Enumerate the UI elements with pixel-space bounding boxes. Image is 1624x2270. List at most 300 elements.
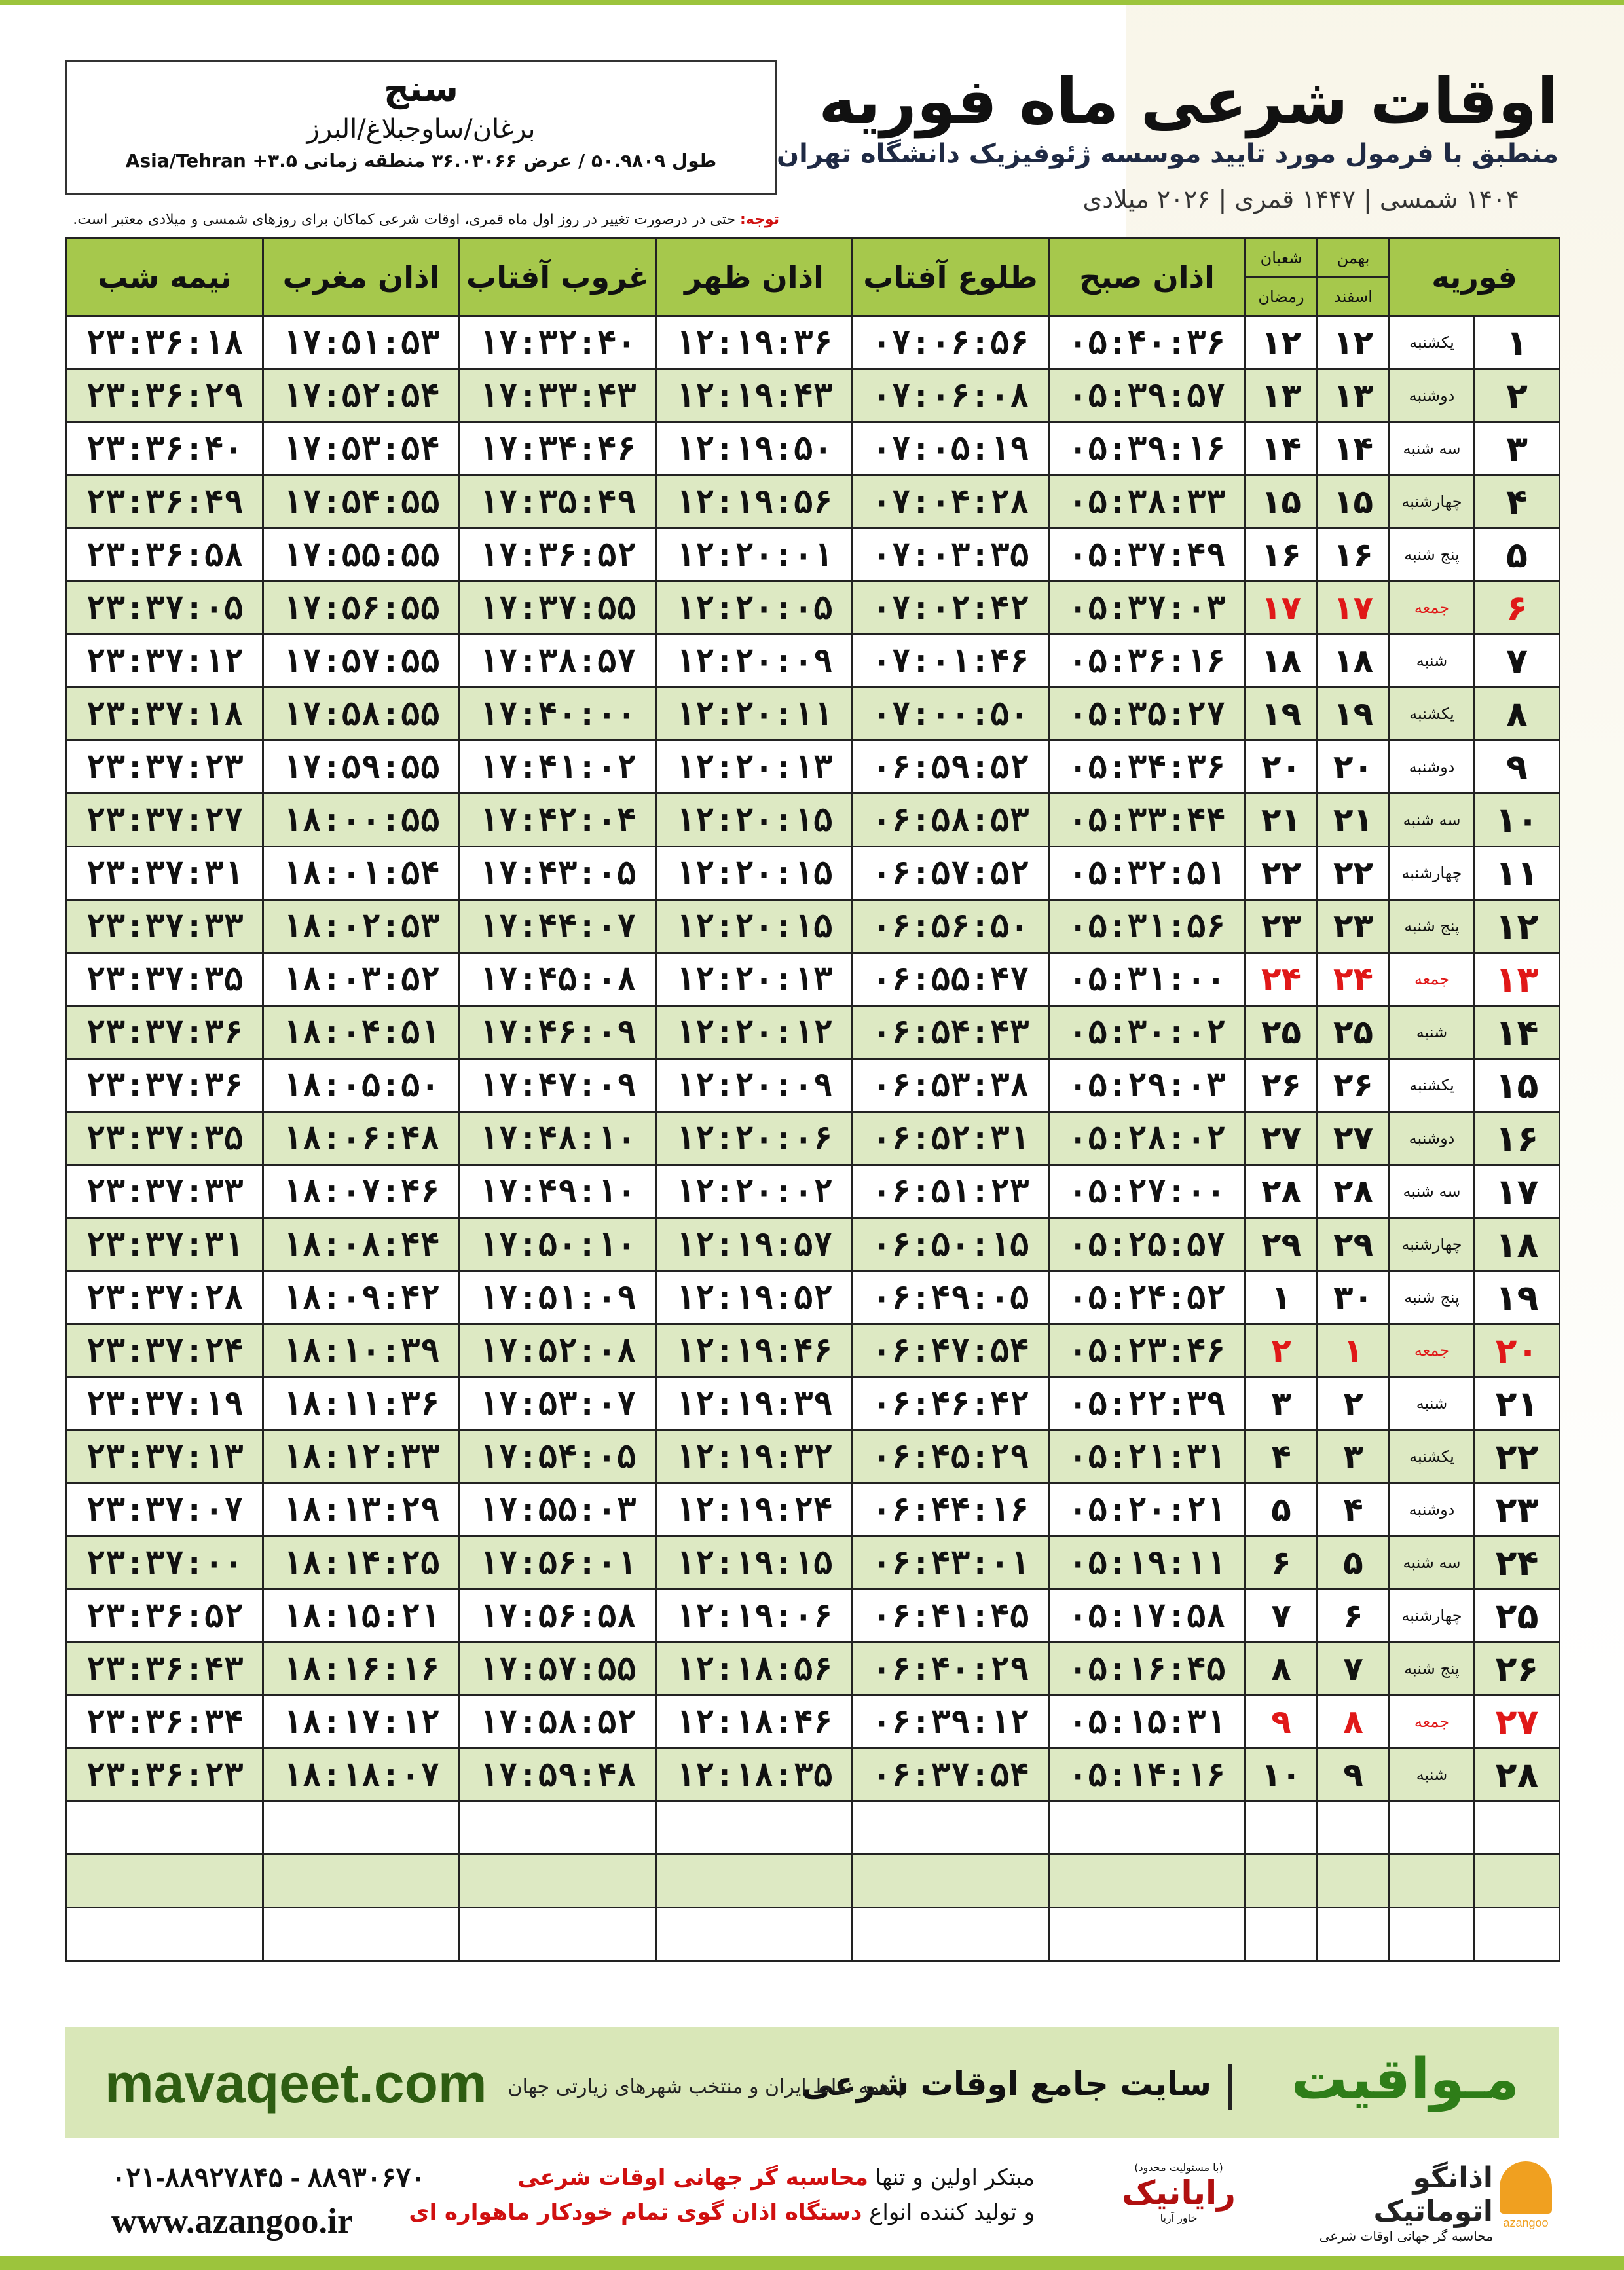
qamari-day: ۲۲	[1246, 847, 1318, 900]
qamari-day: ۲۱	[1246, 794, 1318, 847]
qamari-day: ۱۳	[1246, 369, 1318, 422]
coordinates: طول ۵۰.۹۸۰۹ / عرض ۳۶.۰۳۰۶۶ منطقه زمانی ۳.۵+ Asia/Tehran	[125, 150, 717, 172]
day-number: ۱	[1475, 316, 1560, 369]
table-row	[67, 1218, 1560, 1271]
qamari-day: ۸	[1246, 1643, 1318, 1696]
weekday: جمعه	[1390, 953, 1475, 1006]
dhuhr-time: ۱۲:۱۹:۵۰	[656, 422, 853, 475]
sunrise-time: ۰۷:۰۴:۲۸	[853, 475, 1049, 529]
day-number: ۸	[1475, 688, 1560, 741]
dhuhr-time: ۱۲:۱۹:۴۳	[656, 369, 853, 422]
shamsi-day: ۳۰	[1318, 1271, 1390, 1324]
shamsi-day: ۲۱	[1318, 794, 1390, 847]
fajr-time: ۰۵:۳۱:۰۰	[1049, 953, 1246, 1006]
maghrib-time: ۱۸:۱۸:۰۷	[263, 1749, 460, 1802]
fajr-time: ۰۵:۳۹:۱۶	[1049, 422, 1246, 475]
qamari-day: ۹	[1246, 1696, 1318, 1749]
day-number: ۲	[1475, 369, 1560, 422]
dhuhr-time: ۱۲:۱۸:۴۶	[656, 1696, 853, 1749]
fajr-time: ۰۵:۲۲:۳۹	[1049, 1377, 1246, 1430]
banner-separator: |	[1222, 2056, 1238, 2110]
table-row	[67, 422, 1560, 475]
empty-cell	[1049, 1908, 1246, 1961]
fajr-time: ۰۵:۱۶:۴۵	[1049, 1643, 1246, 1696]
day-number: ۱۱	[1475, 847, 1560, 900]
shamsi-day: ۷	[1318, 1643, 1390, 1696]
header-fajr: اذان صبح	[1049, 238, 1246, 316]
maghrib-time: ۱۸:۱۰:۳۹	[263, 1324, 460, 1377]
sunrise-time: ۰۶:۳۹:۱۲	[853, 1696, 1049, 1749]
shamsi-day: ۱۴	[1318, 422, 1390, 475]
sunset-time: ۱۷:۵۳:۰۷	[460, 1377, 656, 1430]
azangoo-logo	[1283, 2161, 1559, 2244]
region-name: برغان/ساوجبلاغ/البرز	[306, 114, 536, 144]
weekday: شنبه	[1390, 1749, 1475, 1802]
table-row	[67, 1112, 1560, 1165]
midnight-time: ۲۳:۳۷:۲۳	[67, 741, 263, 794]
qamari-day: ۱۹	[1246, 688, 1318, 741]
midnight-time: ۲۳:۳۷:۱۳	[67, 1430, 263, 1483]
maghrib-time: ۱۸:۰۴:۵۱	[263, 1006, 460, 1059]
weekday: چهارشنبه	[1390, 1590, 1475, 1643]
sunset-time: ۱۷:۴۷:۰۹	[460, 1059, 656, 1112]
header-shamsi-bottom: اسفند	[1334, 287, 1373, 306]
maghrib-time: ۱۸:۰۲:۵۳	[263, 900, 460, 953]
maghrib-time: ۱۷:۵۴:۵۵	[263, 475, 460, 529]
midnight-time: ۲۳:۳۷:۳۱	[67, 1218, 263, 1271]
header-sunset: غروب آفتاب	[460, 238, 656, 316]
fajr-time: ۰۵:۳۷:۰۳	[1049, 582, 1246, 635]
dhuhr-time: ۱۲:۱۹:۳۹	[656, 1377, 853, 1430]
sunset-time: ۱۷:۳۴:۴۶	[460, 422, 656, 475]
header-month: فوریه	[1390, 238, 1560, 316]
shamsi-day: ۲۸	[1318, 1165, 1390, 1218]
weekday: پنج شنبه	[1390, 900, 1475, 953]
sunset-time: ۱۷:۵۱:۰۹	[460, 1271, 656, 1324]
sunset-time: ۱۷:۳۲:۴۰	[460, 316, 656, 369]
fajr-time: ۰۵:۲۰:۲۱	[1049, 1483, 1246, 1536]
maghrib-time: ۱۸:۰۱:۵۴	[263, 847, 460, 900]
note-label: توجه:	[739, 212, 779, 228]
sunset-time: ۱۷:۵۶:۰۱	[460, 1536, 656, 1590]
maghrib-time: ۱۷:۵۵:۵۵	[263, 529, 460, 582]
qamari-day: ۲۴	[1246, 953, 1318, 1006]
qamari-day: ۵	[1246, 1483, 1318, 1536]
sunrise-time: ۰۷:۰۲:۴۲	[853, 582, 1049, 635]
qamari-day: ۲۵	[1246, 1006, 1318, 1059]
brand-name: مـواقیت	[1291, 2047, 1519, 2112]
day-number: ۱۴	[1475, 1006, 1560, 1059]
shamsi-day: ۸	[1318, 1696, 1390, 1749]
shamsi-day: ۲۴	[1318, 953, 1390, 1006]
empty-cell	[1475, 1802, 1560, 1855]
day-number: ۴	[1475, 475, 1560, 529]
empty-cell	[460, 1908, 656, 1961]
note	[65, 212, 779, 228]
midnight-time: ۲۳:۳۶:۵۸	[67, 529, 263, 582]
table-row	[67, 1590, 1560, 1643]
shamsi-day: ۱۲	[1318, 316, 1390, 369]
sunrise-time: ۰۷:۰۶:۵۶	[853, 316, 1049, 369]
dhuhr-time: ۱۲:۲۰:۱۵	[656, 794, 853, 847]
empty-cell	[460, 1855, 656, 1908]
weekday: شنبه	[1390, 1006, 1475, 1059]
day-number: ۱۵	[1475, 1059, 1560, 1112]
sunrise-time: ۰۶:۵۱:۲۳	[853, 1165, 1049, 1218]
fajr-time: ۰۵:۳۷:۴۹	[1049, 529, 1246, 582]
day-number: ۲۱	[1475, 1377, 1560, 1430]
weekday: یکشنبه	[1390, 316, 1475, 369]
table-row	[67, 688, 1560, 741]
table-row	[67, 1483, 1560, 1536]
table-row	[67, 847, 1560, 900]
promo-line-2	[380, 2199, 1035, 2225]
table-row	[67, 369, 1560, 422]
header-dhuhr: اذان ظهر	[656, 238, 853, 316]
sunrise-time: ۰۶:۵۶:۵۰	[853, 900, 1049, 953]
table-row	[67, 1324, 1560, 1377]
qamari-day: ۳	[1246, 1377, 1318, 1430]
azangoo-name: اذانگو اتوماتیک	[1373, 2161, 1493, 2228]
header-shamsi-top: بهمن	[1318, 239, 1388, 278]
empty-cell	[263, 1855, 460, 1908]
shamsi-day: ۳	[1318, 1430, 1390, 1483]
qamari-day: ۱۴	[1246, 422, 1318, 475]
sunset-time: ۱۷:۳۵:۴۹	[460, 475, 656, 529]
empty-cell	[1246, 1802, 1318, 1855]
empty-cell	[656, 1855, 853, 1908]
fajr-time: ۰۵:۲۹:۰۳	[1049, 1059, 1246, 1112]
sunrise-time: ۰۶:۴۶:۴۲	[853, 1377, 1049, 1430]
top-stripe	[0, 0, 1624, 5]
weekday: پنج شنبه	[1390, 1643, 1475, 1696]
header-midnight: نیمه شب	[67, 238, 263, 316]
table-row	[67, 635, 1560, 688]
header-qamari-top: شعبان	[1246, 239, 1316, 278]
fajr-time: ۰۵:۳۰:۰۲	[1049, 1006, 1246, 1059]
city-name: سنج	[383, 68, 459, 109]
rayanik-sub: خاور آریا	[1160, 2212, 1198, 2224]
header-qamari	[1246, 238, 1318, 316]
sunset-time: ۱۷:۴۳:۰۵	[460, 847, 656, 900]
midnight-time: ۲۳:۳۶:۳۴	[67, 1696, 263, 1749]
qamari-day: ۲۶	[1246, 1059, 1318, 1112]
empty-cell	[1390, 1855, 1475, 1908]
day-number: ۶	[1475, 582, 1560, 635]
midnight-time: ۲۳:۳۶:۴۰	[67, 422, 263, 475]
maghrib-time: ۱۸:۰۶:۴۸	[263, 1112, 460, 1165]
weekday: چهارشنبه	[1390, 847, 1475, 900]
fajr-time: ۰۵:۲۱:۳۱	[1049, 1430, 1246, 1483]
empty-cell	[1049, 1855, 1246, 1908]
shamsi-day: ۲۲	[1318, 847, 1390, 900]
midnight-time: ۲۳:۳۷:۱۸	[67, 688, 263, 741]
fajr-time: ۰۵:۳۴:۳۶	[1049, 741, 1246, 794]
sunrise-time: ۰۶:۵۸:۵۳	[853, 794, 1049, 847]
maghrib-time: ۱۷:۵۱:۵۳	[263, 316, 460, 369]
fajr-time: ۰۵:۲۸:۰۲	[1049, 1112, 1246, 1165]
dhuhr-time: ۱۲:۱۸:۵۶	[656, 1643, 853, 1696]
day-number: ۱۹	[1475, 1271, 1560, 1324]
shamsi-day: ۱۶	[1318, 529, 1390, 582]
sunset-time: ۱۷:۴۹:۱۰	[460, 1165, 656, 1218]
sunset-time: ۱۷:۳۶:۵۲	[460, 529, 656, 582]
shamsi-day: ۱۷	[1318, 582, 1390, 635]
maghrib-time: ۱۷:۵۹:۵۵	[263, 741, 460, 794]
empty-cell	[1390, 1908, 1475, 1961]
maghrib-time: ۱۸:۰۳:۵۲	[263, 953, 460, 1006]
sunrise-time: ۰۷:۰۳:۳۵	[853, 529, 1049, 582]
midnight-time: ۲۳:۳۷:۲۴	[67, 1324, 263, 1377]
shamsi-day: ۱۳	[1318, 369, 1390, 422]
table-row	[67, 1165, 1560, 1218]
maghrib-time: ۱۸:۰۵:۵۰	[263, 1059, 460, 1112]
promo2-highlight: دستگاه اذان گوی تمام خودکار ماهواره ای	[409, 2199, 862, 2225]
location-box	[65, 60, 777, 195]
qamari-day: ۶	[1246, 1536, 1318, 1590]
fajr-time: ۰۵:۳۹:۵۷	[1049, 369, 1246, 422]
maghrib-time: ۱۷:۵۶:۵۵	[263, 582, 460, 635]
day-number: ۲۷	[1475, 1696, 1560, 1749]
sunset-time: ۱۷:۴۶:۰۹	[460, 1006, 656, 1059]
fajr-time: ۰۵:۱۴:۱۶	[1049, 1749, 1246, 1802]
dhuhr-time: ۱۲:۲۰:۰۵	[656, 582, 853, 635]
dhuhr-time: ۱۲:۲۰:۱۲	[656, 1006, 853, 1059]
day-number: ۱۲	[1475, 900, 1560, 953]
weekday: پنج شنبه	[1390, 529, 1475, 582]
fajr-time: ۰۵:۲۷:۰۰	[1049, 1165, 1246, 1218]
shamsi-day: ۹	[1318, 1749, 1390, 1802]
dhuhr-time: ۱۲:۱۹:۵۲	[656, 1271, 853, 1324]
midnight-time: ۲۳:۳۶:۵۲	[67, 1590, 263, 1643]
azangoo-link[interactable]: www.azangoo.ir	[111, 2201, 353, 2241]
shamsi-day: ۲۹	[1318, 1218, 1390, 1271]
azangoo-sub: محاسبه گر جهانی اوقات شرعی	[1319, 2228, 1493, 2244]
day-number: ۲۵	[1475, 1590, 1560, 1643]
empty-cell	[67, 1855, 263, 1908]
sunset-time: ۱۷:۳۷:۵۵	[460, 582, 656, 635]
day-number: ۵	[1475, 529, 1560, 582]
sunrise-time: ۰۷:۰۵:۱۹	[853, 422, 1049, 475]
mavaqeet-banner	[65, 2027, 1559, 2138]
weekday: یکشنبه	[1390, 1430, 1475, 1483]
empty-cell	[853, 1802, 1049, 1855]
dhuhr-time: ۱۲:۱۹:۲۴	[656, 1483, 853, 1536]
bottom-stripe	[0, 2256, 1624, 2270]
empty-cell	[1246, 1908, 1318, 1961]
fajr-time: ۰۵:۴۰:۳۶	[1049, 316, 1246, 369]
promo1-highlight: محاسبه گر جهانی اوقات شرعی	[517, 2165, 868, 2191]
midnight-time: ۲۳:۳۷:۳۵	[67, 953, 263, 1006]
dhuhr-time: ۱۲:۲۰:۱۱	[656, 688, 853, 741]
dhuhr-time: ۱۲:۲۰:۱۵	[656, 847, 853, 900]
midnight-time: ۲۳:۳۶:۴۹	[67, 475, 263, 529]
sunrise-time: ۰۶:۵۰:۱۵	[853, 1218, 1049, 1271]
day-number: ۱۰	[1475, 794, 1560, 847]
maghrib-time: ۱۷:۵۲:۵۴	[263, 369, 460, 422]
table-row	[67, 1377, 1560, 1430]
sunrise-time: ۰۶:۵۴:۴۳	[853, 1006, 1049, 1059]
maghrib-time: ۱۷:۵۳:۵۴	[263, 422, 460, 475]
weekday: شنبه	[1390, 635, 1475, 688]
sunset-time: ۱۷:۵۴:۰۵	[460, 1430, 656, 1483]
qamari-day: ۲۹	[1246, 1218, 1318, 1271]
azangoo-mark-text: azangoo	[1503, 2216, 1549, 2229]
table-row	[67, 475, 1560, 529]
dhuhr-time: ۱۲:۲۰:۱۳	[656, 741, 853, 794]
dhuhr-time: ۱۲:۱۹:۵۶	[656, 475, 853, 529]
sunset-time: ۱۷:۵۰:۱۰	[460, 1218, 656, 1271]
day-number: ۲۸	[1475, 1749, 1560, 1802]
shamsi-day: ۱۹	[1318, 688, 1390, 741]
dhuhr-time: ۱۲:۱۹:۵۷	[656, 1218, 853, 1271]
qamari-day: ۱۶	[1246, 529, 1318, 582]
shamsi-day: ۲	[1318, 1377, 1390, 1430]
sunrise-time: ۰۶:۵۷:۵۲	[853, 847, 1049, 900]
table-row	[67, 1430, 1560, 1483]
empty-cell	[1246, 1855, 1318, 1908]
qamari-day: ۱۷	[1246, 582, 1318, 635]
fajr-time: ۰۵:۳۸:۳۳	[1049, 475, 1246, 529]
shamsi-day: ۱۵	[1318, 475, 1390, 529]
day-number: ۲۲	[1475, 1430, 1560, 1483]
banner-tagline-secondary: | همه نقاط ایران و منتخب شهرهای زیارتی جهان	[507, 2075, 904, 2098]
sunrise-time: ۰۶:۵۵:۴۷	[853, 953, 1049, 1006]
dhuhr-time: ۱۲:۱۹:۳۶	[656, 316, 853, 369]
dhuhr-time: ۱۲:۲۰:۱۳	[656, 953, 853, 1006]
empty-row	[67, 1908, 1560, 1961]
weekday: دوشنبه	[1390, 1112, 1475, 1165]
table-row	[67, 1536, 1560, 1590]
sunset-time: ۱۷:۴۲:۰۴	[460, 794, 656, 847]
fajr-time: ۰۵:۱۷:۵۸	[1049, 1590, 1246, 1643]
rayanik-small: (با مسئولیت محدود)	[1134, 2161, 1223, 2174]
dhuhr-time: ۱۲:۲۰:۰۹	[656, 635, 853, 688]
dhuhr-time: ۱۲:۲۰:۱۵	[656, 900, 853, 953]
shamsi-day: ۱۸	[1318, 635, 1390, 688]
phone-numbers: ۰۲۱-۸۸۹۲۷۸۴۵ - ۸۸۹۳۰۶۷۰	[111, 2162, 426, 2193]
day-number: ۷	[1475, 635, 1560, 688]
qamari-day: ۲۷	[1246, 1112, 1318, 1165]
table-row	[67, 953, 1560, 1006]
table-row	[67, 582, 1560, 635]
midnight-time: ۲۳:۳۷:۱۲	[67, 635, 263, 688]
empty-cell	[67, 1908, 263, 1961]
maghrib-time: ۱۸:۱۲:۳۳	[263, 1430, 460, 1483]
qamari-day: ۷	[1246, 1590, 1318, 1643]
maghrib-time: ۱۸:۰۸:۴۴	[263, 1218, 460, 1271]
midnight-time: ۲۳:۳۷:۰۰	[67, 1536, 263, 1590]
dhuhr-time: ۱۲:۲۰:۰۲	[656, 1165, 853, 1218]
table-row	[67, 1696, 1560, 1749]
weekday: جمعه	[1390, 582, 1475, 635]
dhuhr-time: ۱۲:۲۰:۰۶	[656, 1112, 853, 1165]
midnight-time: ۲۳:۳۶:۴۳	[67, 1643, 263, 1696]
table-row	[67, 1006, 1560, 1059]
sunrise-time: ۰۶:۴۰:۲۹	[853, 1643, 1049, 1696]
sunset-time: ۱۷:۴۴:۰۷	[460, 900, 656, 953]
day-number: ۲۳	[1475, 1483, 1560, 1536]
qamari-day: ۱۰	[1246, 1749, 1318, 1802]
prayer-times-table	[65, 237, 1560, 1962]
dhuhr-time: ۱۲:۱۹:۳۲	[656, 1430, 853, 1483]
table-row	[67, 316, 1560, 369]
empty-cell	[1049, 1802, 1246, 1855]
weekday: یکشنبه	[1390, 1059, 1475, 1112]
day-number: ۹	[1475, 741, 1560, 794]
fajr-time: ۰۵:۳۶:۱۶	[1049, 635, 1246, 688]
promo1-prefix: مبتکر اولین و تنها	[868, 2165, 1035, 2191]
day-number: ۱۶	[1475, 1112, 1560, 1165]
header-maghrib: اذان مغرب	[263, 238, 460, 316]
table-row	[67, 1749, 1560, 1802]
empty-cell	[1318, 1802, 1390, 1855]
sunrise-time: ۰۶:۴۴:۱۶	[853, 1483, 1049, 1536]
fajr-time: ۰۵:۲۳:۴۶	[1049, 1324, 1246, 1377]
empty-cell	[263, 1908, 460, 1961]
qamari-day: ۲۳	[1246, 900, 1318, 953]
shamsi-day: ۲۷	[1318, 1112, 1390, 1165]
table-body	[67, 316, 1560, 1961]
weekday: یکشنبه	[1390, 688, 1475, 741]
shamsi-day: ۶	[1318, 1590, 1390, 1643]
mavaqeet-link[interactable]: mavaqeet.com	[105, 2053, 487, 2114]
rayanik-name: رایانیک	[1122, 2174, 1236, 2212]
sunset-time: ۱۷:۵۲:۰۸	[460, 1324, 656, 1377]
table-row	[67, 1059, 1560, 1112]
date-line: ۱۴۰۴ شمسی | ۱۴۴۷ قمری | ۲۰۲۶ میلادی	[1082, 185, 1519, 214]
midnight-time: ۲۳:۳۷:۳۳	[67, 1165, 263, 1218]
shamsi-day: ۲۵	[1318, 1006, 1390, 1059]
sunrise-time: ۰۶:۴۷:۵۴	[853, 1324, 1049, 1377]
maghrib-time: ۱۸:۱۶:۱۶	[263, 1643, 460, 1696]
banner-tagline: سایت جامع اوقات شرعی	[801, 2065, 1211, 2103]
midnight-time: ۲۳:۳۶:۲۹	[67, 369, 263, 422]
sunrise-time: ۰۶:۴۳:۰۱	[853, 1536, 1049, 1590]
fajr-time: ۰۵:۲۴:۵۲	[1049, 1271, 1246, 1324]
sunrise-time: ۰۶:۴۹:۰۵	[853, 1271, 1049, 1324]
empty-cell	[853, 1908, 1049, 1961]
midnight-time: ۲۳:۳۷:۳۶	[67, 1059, 263, 1112]
midnight-time: ۲۳:۳۷:۳۶	[67, 1006, 263, 1059]
fajr-time: ۰۵:۱۵:۳۱	[1049, 1696, 1246, 1749]
shamsi-day: ۵	[1318, 1536, 1390, 1590]
sunrise-time: ۰۶:۵۹:۵۲	[853, 741, 1049, 794]
weekday: دوشنبه	[1390, 1483, 1475, 1536]
sunset-time: ۱۷:۵۵:۰۳	[460, 1483, 656, 1536]
dhuhr-time: ۱۲:۱۹:۰۶	[656, 1590, 853, 1643]
weekday: سه شنبه	[1390, 794, 1475, 847]
dhuhr-time: ۱۲:۲۰:۰۹	[656, 1059, 853, 1112]
day-number: ۲۰	[1475, 1324, 1560, 1377]
note-text: حتی در درصورت تغییر در روز اول ماه قمری، اوقات شرعی کماکان برای روزهای شمسی و میلادی معتبر است.	[73, 212, 735, 228]
empty-cell	[460, 1802, 656, 1855]
sunset-time: ۱۷:۴۱:۰۲	[460, 741, 656, 794]
table-row	[67, 794, 1560, 847]
midnight-time: ۲۳:۳۶:۱۸	[67, 316, 263, 369]
day-number: ۲۶	[1475, 1643, 1560, 1696]
empty-cell	[656, 1802, 853, 1855]
maghrib-time: ۱۷:۵۸:۵۵	[263, 688, 460, 741]
sunrise-time: ۰۶:۴۱:۴۵	[853, 1590, 1049, 1643]
rayanik-logo	[1087, 2161, 1270, 2233]
qamari-day: ۴	[1246, 1430, 1318, 1483]
dhuhr-time: ۱۲:۱۸:۳۵	[656, 1749, 853, 1802]
empty-row	[67, 1802, 1560, 1855]
sunset-time: ۱۷:۵۸:۵۲	[460, 1696, 656, 1749]
empty-cell	[1390, 1802, 1475, 1855]
empty-cell	[1475, 1908, 1560, 1961]
